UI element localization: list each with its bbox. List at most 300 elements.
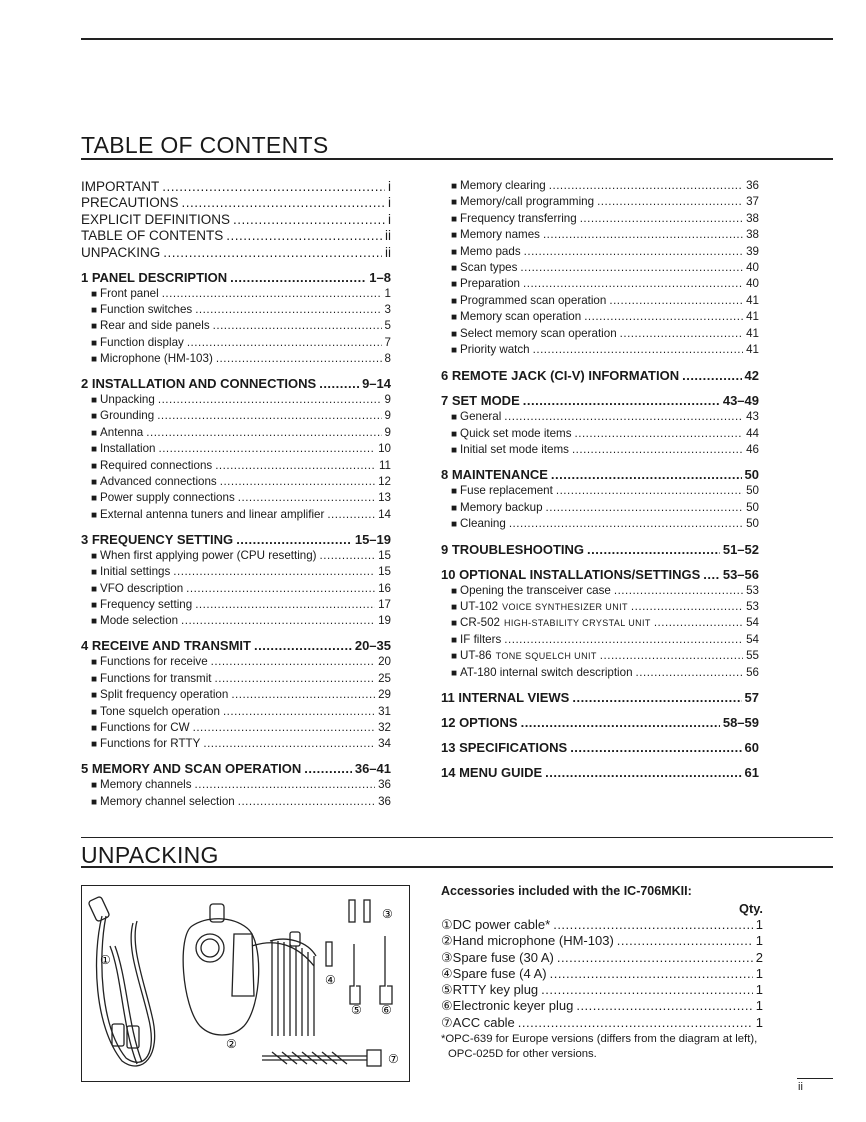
toc-entry-page: 31 <box>378 704 391 718</box>
accessories-drawing <box>82 886 409 1081</box>
accessory-label: ⑥Electronic keyer plug <box>441 998 574 1014</box>
toc-subentry[interactable] <box>81 408 391 424</box>
toc-entry-label: ■ Microphone (HM-103) <box>91 351 213 368</box>
toc-entry-page: 40 <box>746 277 759 291</box>
leader-dots <box>182 195 385 211</box>
leader-dots <box>556 483 743 499</box>
toc-entry-page: 9 <box>384 409 391 423</box>
toc-section-heading[interactable] <box>441 689 759 706</box>
accessory-qty: 1 <box>755 1014 763 1030</box>
toc-subentry[interactable] <box>441 260 759 276</box>
toc-subentry[interactable] <box>81 441 391 457</box>
toc-entry-page: 41 <box>746 342 759 356</box>
toc-entry-label: ■ Select memory scan operation <box>451 326 617 343</box>
toc-entry-label: ■ Preparation <box>451 276 520 293</box>
leader-dots <box>557 950 753 966</box>
leader-dots <box>584 309 743 325</box>
toc-entry-page: 57 <box>744 689 759 705</box>
toc-subentry[interactable] <box>81 564 391 580</box>
leader-dots <box>597 194 743 210</box>
toc-entry-label: ■ Function switches <box>91 302 192 319</box>
toc-entry-page: 50 <box>746 517 759 531</box>
toc-entry-label: ■ Mode selection <box>91 613 178 630</box>
toc-entry-page: 43–49 <box>722 393 759 409</box>
leader-dots <box>238 794 375 810</box>
toc-subentry[interactable] <box>81 351 391 367</box>
toc-entry-label: ■ Grounding <box>91 408 154 425</box>
toc-subentry[interactable] <box>441 516 759 532</box>
leader-dots <box>551 466 742 483</box>
fig-label-2: ② <box>226 1037 237 1051</box>
toc-section-heading[interactable] <box>81 637 391 654</box>
leader-dots <box>509 516 743 532</box>
toc-entry-label: ■ Memory scan operation <box>451 309 581 326</box>
toc-entry-page: 46 <box>746 443 759 457</box>
leader-dots <box>545 764 741 781</box>
leader-dots <box>195 777 376 793</box>
toc-entry-label: 8 MAINTENANCE <box>441 467 548 483</box>
leader-dots <box>504 632 743 648</box>
leader-dots <box>186 581 375 597</box>
leader-dots <box>236 531 352 548</box>
toc-entry-label: TABLE OF CONTENTS <box>81 228 224 244</box>
leader-dots <box>549 178 743 194</box>
accessory-item <box>441 917 763 933</box>
toc-entry-page: 50 <box>746 500 759 514</box>
leader-dots <box>220 474 375 490</box>
leader-dots <box>524 244 743 260</box>
toc-right-column <box>441 178 759 781</box>
toc-entry-page: 14 <box>378 507 391 521</box>
toc-subentry[interactable] <box>81 286 391 302</box>
leader-dots <box>230 269 366 286</box>
toc-subentry[interactable] <box>81 671 391 687</box>
toc-section-heading[interactable] <box>81 375 391 392</box>
toc-entry-page: 41 <box>746 326 759 340</box>
accessory-qty: 1 <box>755 917 763 932</box>
toc-entry-label: 12 OPTIONS <box>441 714 518 730</box>
toc-section-heading[interactable] <box>81 760 391 777</box>
fig-label-1: ① <box>100 953 111 967</box>
toc-entry-label: 1 PANEL DESCRIPTION <box>81 269 228 285</box>
leader-dots <box>518 1015 753 1031</box>
toc-subentry[interactable] <box>81 736 391 752</box>
toc-subentry[interactable] <box>441 276 759 292</box>
leader-dots <box>158 441 375 457</box>
leader-dots <box>157 408 381 424</box>
leader-dots <box>162 286 382 302</box>
toc-subentry[interactable] <box>81 507 391 523</box>
accessory-item <box>441 1015 763 1031</box>
toc-subentry[interactable] <box>81 794 391 810</box>
toc-subentry[interactable] <box>441 409 759 425</box>
toc-entry-label: ■ Required connections <box>91 458 212 475</box>
toc-subentry[interactable] <box>441 227 759 243</box>
toc-subentry[interactable] <box>441 293 759 309</box>
accessory-label: ⑤RTTY key plug <box>441 982 539 998</box>
toc-entry-page: 36 <box>746 179 759 192</box>
toc-subentry[interactable] <box>81 302 391 318</box>
toc-subentry[interactable] <box>81 474 391 490</box>
toc-entry-page: 42 <box>744 368 759 384</box>
toc-entry-page: 12 <box>378 475 391 489</box>
toc-entry-page: 16 <box>378 581 391 595</box>
toc-subentry[interactable] <box>441 648 759 664</box>
toc-entry-label: ■ Initial set mode items <box>451 442 569 459</box>
toc-title: TABLE OF CONTENTS <box>81 132 329 158</box>
accessory-label: ②Hand microphone (HM-103) <box>441 933 614 949</box>
toc-subentry[interactable] <box>441 342 759 358</box>
toc-entry-page: 58–59 <box>722 714 759 730</box>
toc-subentry[interactable] <box>441 194 759 210</box>
leader-dots <box>541 982 753 998</box>
toc-entry-page: 60 <box>744 739 759 755</box>
toc-entry-label: ■ Memory names <box>451 227 540 244</box>
leader-dots <box>550 966 753 982</box>
toc-entry-label: ■ IF filters <box>451 632 501 649</box>
toc-entry-top[interactable] <box>81 212 391 228</box>
leader-dots <box>614 583 743 599</box>
leader-dots <box>163 245 382 261</box>
toc-entry-top[interactable] <box>81 195 391 211</box>
toc-entry-page: 41 <box>746 310 759 324</box>
toc-entry-label: 13 SPECIFICATIONS <box>441 739 568 755</box>
page-number: ii <box>798 1081 803 1093</box>
toc-entry-label: ■ Memo pads <box>451 244 521 261</box>
leader-dots <box>213 318 382 334</box>
accessory-qty: 1 <box>755 933 763 949</box>
toc-entry-label: ■ Power supply connections <box>91 490 235 507</box>
toc-entry-page: 8 <box>384 352 391 366</box>
toc-entry-page: 37 <box>746 195 759 209</box>
toc-entry-label: ■ Front panel <box>91 286 159 303</box>
toc-subentry[interactable] <box>81 613 391 629</box>
leader-dots <box>682 367 741 384</box>
toc-entry-page: 20 <box>378 655 391 669</box>
leader-dots <box>233 212 385 228</box>
leader-dots <box>254 637 352 654</box>
toc-entry-page: 9–14 <box>362 376 391 392</box>
accessory-qty: 1 <box>755 965 763 981</box>
leader-dots <box>158 392 382 408</box>
toc-entry-page: 54 <box>746 632 759 646</box>
toc-subentry[interactable] <box>441 500 759 516</box>
toc-subentry[interactable] <box>441 615 759 631</box>
leader-dots <box>211 654 375 670</box>
toc-entry-page: 50 <box>744 467 759 483</box>
toc-subentry[interactable] <box>441 442 759 458</box>
leader-dots <box>181 613 375 629</box>
leader-dots <box>195 597 375 613</box>
leader-dots <box>587 541 720 558</box>
leader-dots <box>523 392 720 409</box>
toc-entry-page: 44 <box>746 426 759 440</box>
accessory-item <box>441 950 763 966</box>
toc-section-heading[interactable] <box>441 566 759 583</box>
toc-entry-page: 20–35 <box>354 638 391 654</box>
toc-entry-top[interactable] <box>81 245 391 261</box>
accessory-label: ③Spare fuse (30 A) <box>441 949 554 965</box>
fig-label-4: ④ <box>325 973 336 987</box>
toc-subentry[interactable] <box>441 178 759 194</box>
toc-entry-label: 3 FREQUENCY SETTING <box>81 531 234 547</box>
toc-subentry[interactable] <box>81 581 391 597</box>
toc-entry-page: 1–8 <box>369 269 391 285</box>
accessories-illustration <box>81 885 410 1082</box>
toc-subentry[interactable] <box>441 326 759 342</box>
toc-entry-page: 41 <box>746 293 759 307</box>
toc-entry-page: 17 <box>378 597 391 611</box>
toc-entry-page: 32 <box>378 720 391 734</box>
accessory-label: ⑦ACC cable <box>441 1014 515 1030</box>
toc-entry-label: UNPACKING <box>81 244 161 260</box>
fig-label-6: ⑥ <box>381 1003 392 1017</box>
leader-dots <box>327 507 375 523</box>
toc-section-heading[interactable] <box>81 531 391 548</box>
toc-section-heading[interactable] <box>441 466 759 483</box>
toc-entry-page: 25 <box>378 671 391 685</box>
toc-entry-label: ■ Advanced connections <box>91 474 217 491</box>
toc-subentry[interactable] <box>81 392 391 408</box>
toc-entry-label: ■ Unpacking <box>91 392 155 409</box>
toc-entry-page: 34 <box>378 737 391 751</box>
leader-dots <box>533 342 743 358</box>
toc-entry-label: ■ Frequency setting <box>91 597 192 614</box>
toc-subentry[interactable] <box>441 426 759 442</box>
leader-dots <box>304 760 352 777</box>
toc-entry-top[interactable] <box>81 228 391 244</box>
toc-entry-page: 43 <box>746 410 759 424</box>
toc-entry-label: ■ When first applying power (CPU resetting) <box>91 548 317 565</box>
toc-entry-page: 36 <box>378 778 391 792</box>
page-number-rule <box>797 1078 833 1079</box>
toc-subentry[interactable] <box>81 777 391 793</box>
toc-entry-page: 56 <box>746 665 759 679</box>
toc-section-heading[interactable] <box>441 764 759 781</box>
toc-entry-label: ■ VFO description <box>91 581 183 598</box>
leader-dots <box>654 615 743 631</box>
toc-section-heading[interactable] <box>441 392 759 409</box>
toc-subentry[interactable] <box>81 687 391 703</box>
leader-dots <box>215 671 376 687</box>
toc-entry-label: ■ Memory/call programming <box>451 194 594 211</box>
toc-section-heading[interactable] <box>441 714 759 731</box>
toc-entry-label: 7 SET MODE <box>441 393 520 409</box>
toc-entry-label: ■ Antenna <box>91 425 143 442</box>
toc-entry-label: EXPLICIT DEFINITIONS <box>81 211 231 227</box>
toc-subentry[interactable] <box>441 632 759 648</box>
toc-entry-page: 61 <box>744 764 759 780</box>
accessory-qty: 2 <box>755 949 763 965</box>
toc-entry-smallcaps: TONE SQUELCH UNIT <box>495 651 597 662</box>
toc-entry-page: 36–41 <box>354 761 391 777</box>
leader-dots <box>580 211 743 227</box>
toc-entry-label: ■ Quick set mode items <box>451 426 572 443</box>
leader-dots <box>238 490 375 506</box>
accessory-item <box>441 998 763 1014</box>
toc-entry-page: 9 <box>384 393 391 407</box>
toc-entry-label: ■ Fuse replacement <box>451 483 553 500</box>
leader-dots <box>203 736 375 752</box>
toc-entry-label: PRECAUTIONS <box>81 195 179 211</box>
toc-subentry[interactable] <box>441 211 759 227</box>
leader-dots <box>636 665 744 681</box>
leader-dots <box>553 917 753 933</box>
toc-subentry[interactable] <box>81 597 391 613</box>
leader-dots <box>226 228 382 244</box>
accessories-list <box>441 884 763 1062</box>
toc-subentry[interactable] <box>81 425 391 441</box>
leader-dots <box>216 351 382 367</box>
toc-entry-page: 36 <box>378 794 391 808</box>
toc-entry-label: 5 MEMORY AND SCAN OPERATION <box>81 761 302 777</box>
toc-entry-page: 53 <box>746 600 759 614</box>
toc-subentry[interactable] <box>441 599 759 615</box>
toc-entry-label: ■ Memory channels <box>91 777 192 794</box>
toc-entry-top[interactable] <box>81 179 391 195</box>
toc-subentry[interactable] <box>81 548 391 564</box>
toc-entry-label: ■ Frequency transferring <box>451 211 577 228</box>
toc-entry-page: 15 <box>378 565 391 579</box>
leader-dots <box>575 426 744 442</box>
accessory-qty: 1 <box>755 982 763 998</box>
toc-entry-label: 10 OPTIONAL INSTALLATIONS/SETTINGS <box>441 566 701 582</box>
toc-entry-label: ■ External antenna tuners and linear amplifier <box>91 507 324 524</box>
toc-entry-label: ■ Memory clearing <box>451 178 546 195</box>
leader-dots <box>223 704 375 720</box>
toc-entry-label: IMPORTANT <box>81 179 160 194</box>
toc-subentry[interactable] <box>81 490 391 506</box>
toc-entry-label: ■ Cleaning <box>451 516 506 533</box>
leader-dots <box>231 687 375 703</box>
toc-entry-page: 38 <box>746 228 759 242</box>
toc-subentry[interactable] <box>81 318 391 334</box>
toc-subentry[interactable] <box>441 483 759 499</box>
leader-dots <box>617 933 753 949</box>
toc-entry-page: 38 <box>746 211 759 225</box>
leader-dots <box>620 326 743 342</box>
toc-section-heading[interactable] <box>441 367 759 384</box>
leader-dots <box>523 276 743 292</box>
toc-entry-label: ■ Rear and side panels <box>91 318 210 335</box>
toc-entry-page: 9 <box>384 425 391 439</box>
toc-entry-page: 53–56 <box>722 566 759 582</box>
toc-entry-smallcaps: HIGH-STABILITY CRYSTAL UNIT <box>504 618 651 629</box>
toc-subentry[interactable] <box>81 458 391 474</box>
leader-dots <box>576 998 752 1014</box>
fig-label-7: ⑦ <box>388 1052 399 1066</box>
toc-subentry[interactable] <box>441 665 759 681</box>
leader-dots <box>319 375 359 392</box>
toc-subentry[interactable] <box>81 704 391 720</box>
leader-dots <box>162 179 385 195</box>
accessory-item <box>441 966 763 982</box>
toc-entry-label: ■ Functions for transmit <box>91 671 212 688</box>
leader-dots <box>570 739 741 756</box>
leader-dots <box>215 458 376 474</box>
toc-entry-label: ■ General <box>451 409 501 426</box>
toc-entry-page: 3 <box>384 302 391 316</box>
leader-dots <box>572 689 741 706</box>
toc-entry-page: 40 <box>746 260 759 274</box>
toc-entry-page: 7 <box>384 335 391 349</box>
toc-entry-label: ■ Functions for receive <box>91 654 208 671</box>
toc-entry-page: 53 <box>746 583 759 597</box>
toc-entry-label: ■ Memory backup <box>451 500 543 517</box>
toc-entry-page: 11 <box>378 458 391 472</box>
toc-entry-page: ii <box>385 244 391 260</box>
toc-section-heading[interactable] <box>81 269 391 286</box>
leader-dots <box>187 335 382 351</box>
leader-dots <box>631 599 743 615</box>
leader-dots <box>703 566 720 583</box>
accessory-label: ④Spare fuse (4 A) <box>441 965 547 981</box>
top-rule <box>81 38 833 40</box>
toc-entry-label: ■ Priority watch <box>451 342 530 359</box>
toc-entry-page: 19 <box>378 614 391 628</box>
toc-entry-page: i <box>388 195 391 211</box>
toc-entry-page: 10 <box>378 442 391 456</box>
accessory-label: ①DC power cable* <box>441 917 551 932</box>
leader-dots <box>146 425 381 441</box>
leader-dots <box>600 648 743 664</box>
accessory-item <box>441 933 763 949</box>
toc-entry-page: 39 <box>746 244 759 258</box>
toc-entry-label: ■ UT-102 <box>451 599 498 616</box>
toc-entry-label: ■ Opening the transceiver case <box>451 583 611 600</box>
toc-subentry[interactable] <box>441 583 759 599</box>
toc-entry-label: ■ Function display <box>91 335 184 352</box>
toc-subentry[interactable] <box>81 654 391 670</box>
accessories-footnote: *OPC-639 for Europe versions (differs from the diagram at left), OPC-025D for other versions. <box>441 1033 758 1061</box>
toc-entry-page: i <box>388 179 391 194</box>
toc-entry-page: 13 <box>378 491 391 505</box>
leader-dots <box>320 548 376 564</box>
toc-entry-page: 50 <box>746 484 759 498</box>
unpacking-title: UNPACKING <box>81 842 219 868</box>
qty-label: Qty. <box>739 901 763 916</box>
toc-entry-label: ■ Initial settings <box>91 564 170 581</box>
leader-dots <box>504 409 743 425</box>
toc-section-heading[interactable] <box>441 541 759 558</box>
toc-entry-page: 15–19 <box>354 531 391 547</box>
toc-entry-label: 14 MENU GUIDE <box>441 764 543 780</box>
toc-section-heading[interactable] <box>441 739 759 756</box>
toc-subentry[interactable] <box>441 309 759 325</box>
toc-entry-label: ■ UT-86 <box>451 648 492 665</box>
leader-dots <box>521 714 720 731</box>
toc-entry-label: ■ Functions for RTTY <box>91 736 200 753</box>
toc-entry-label: ■ Functions for CW <box>91 720 190 737</box>
leader-dots <box>520 260 743 276</box>
leader-dots <box>609 293 743 309</box>
toc-entry-smallcaps: VOICE SYNTHESIZER UNIT <box>502 602 628 613</box>
toc-entry-page: 54 <box>746 616 759 630</box>
toc-entry-label: ■ Programmed scan operation <box>451 293 606 310</box>
accessory-qty: 1 <box>755 998 763 1014</box>
toc-entry-label: ■ Memory channel selection <box>91 794 235 811</box>
accessory-item <box>441 982 763 998</box>
toc-entry-page: i <box>388 211 391 227</box>
toc-entry-label: 11 INTERNAL VIEWS <box>441 689 570 705</box>
unpacking-rule-top <box>81 837 833 838</box>
toc-subentry[interactable] <box>441 244 759 260</box>
toc-subentry[interactable] <box>81 720 391 736</box>
leader-dots <box>195 302 381 318</box>
toc-entry-page: 1 <box>384 286 391 300</box>
toc-subentry[interactable] <box>81 335 391 351</box>
toc-entry-label: ■ Scan types <box>451 260 517 277</box>
